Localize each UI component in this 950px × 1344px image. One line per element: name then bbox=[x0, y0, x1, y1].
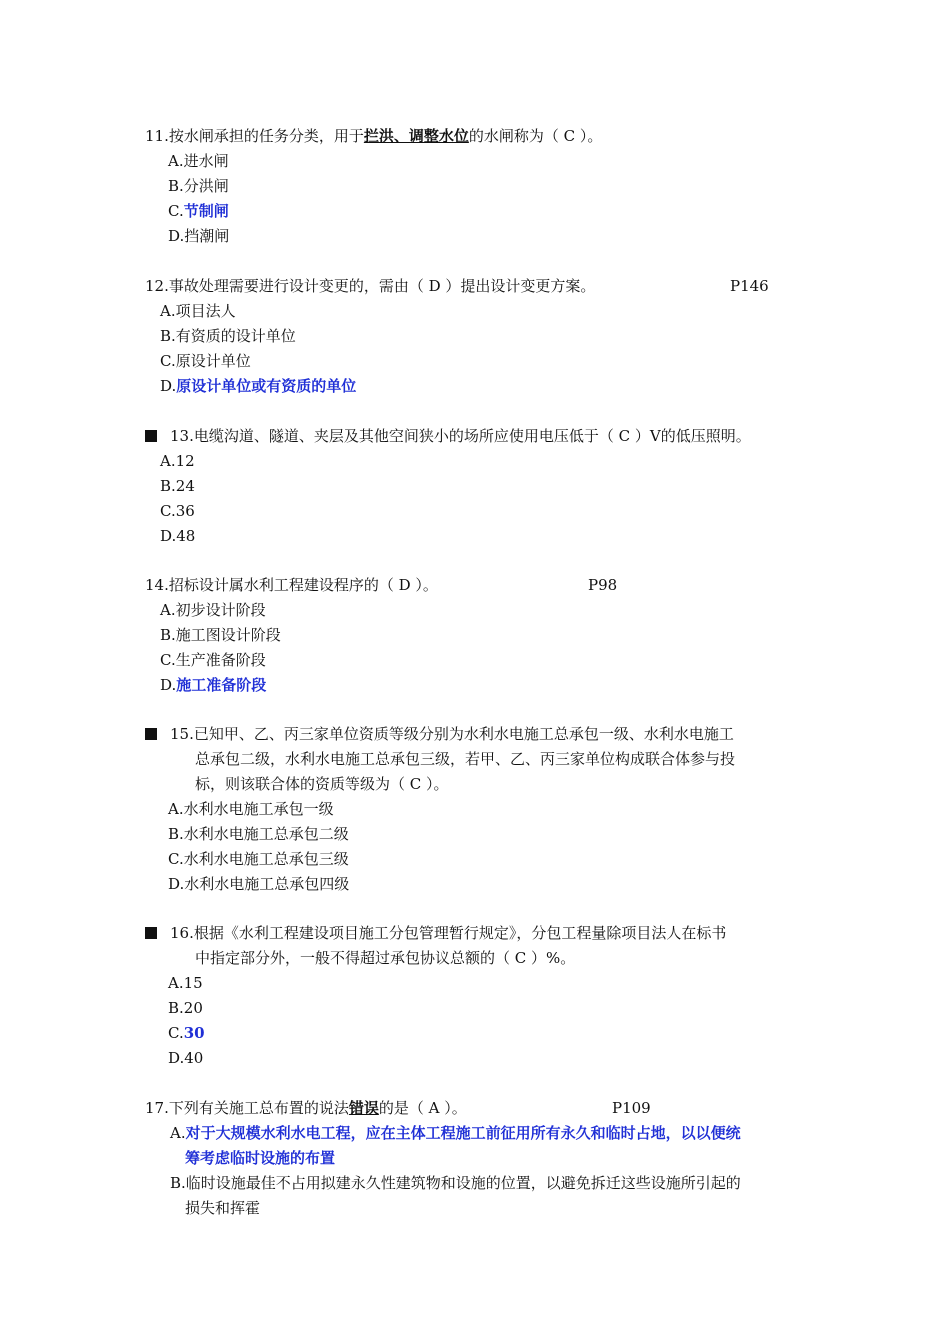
question-17-option-b-line-1: B.临时设施最佳不占用拟建永久性建筑物和设施的位置，以避免拆迁这些设施所引起的 bbox=[170, 1174, 741, 1192]
question-15-marker bbox=[145, 728, 157, 740]
question-11-option-c bbox=[168, 199, 229, 224]
question-14-page-ref: P98 bbox=[588, 576, 618, 594]
question-17-page-ref: P109 bbox=[612, 1099, 651, 1117]
question-12-answer-text: 原设计单位或有资质的单位 bbox=[176, 377, 357, 395]
question-11-stem bbox=[145, 124, 602, 149]
question-13-option-c: C.36 bbox=[160, 502, 195, 520]
question-15-option-d: D.水利水电施工总承包四级 bbox=[168, 875, 350, 893]
question-11-option-d: D.挡潮闸 bbox=[168, 227, 230, 245]
question-15-option-c: C.水利水电施工总承包三级 bbox=[168, 850, 349, 868]
question-11-emphasis: 拦洪、调整水位 bbox=[363, 127, 469, 145]
question-12-option-a: A.项目法人 bbox=[160, 302, 236, 320]
question-16-option-b: B.20 bbox=[168, 999, 203, 1017]
question-16-option-a: A.15 bbox=[168, 974, 203, 992]
question-12-option-d-prefix: D. bbox=[160, 377, 177, 395]
question-17-stem bbox=[145, 1096, 467, 1121]
question-13-option-a: A.12 bbox=[160, 452, 195, 470]
question-15-stem-line-1: 15.已知甲、乙、丙三家单位资质等级分别为水利水电施工总承包一级、水利水电施工 bbox=[170, 725, 734, 743]
question-17-answer-text-1: 对于大规模水利水电工程，应在主体工程施工前征用所有永久和临时占地，以以便统 bbox=[185, 1124, 741, 1142]
question-16-stem-line-1: 16.根据《水利工程建设项目施工分包管理暂行规定》，分包工程量除项目法人在标书 bbox=[170, 924, 727, 942]
question-13-option-b: B.24 bbox=[160, 477, 195, 495]
question-16-answer-text: 30 bbox=[183, 1024, 205, 1042]
question-12-option-d bbox=[160, 374, 356, 399]
question-14-option-d-prefix: D. bbox=[160, 676, 177, 694]
question-17-stem-post: 的是（ A ）。 bbox=[378, 1099, 467, 1117]
question-11-answer-text: 节制闸 bbox=[183, 202, 229, 220]
question-11-stem-post: 的水闸称为（ C ）。 bbox=[468, 127, 603, 145]
question-16-marker bbox=[145, 927, 157, 939]
question-12-page-ref: P146 bbox=[730, 277, 769, 295]
question-16-option-d: D.40 bbox=[168, 1049, 204, 1067]
question-12-option-b: B.有资质的设计单位 bbox=[160, 327, 296, 345]
question-11-option-b: B.分洪闸 bbox=[168, 177, 229, 195]
question-17-emphasis: 错误 bbox=[348, 1099, 379, 1117]
question-11-option-c-prefix: C. bbox=[168, 202, 184, 220]
question-15-option-b: B.水利水电施工总承包二级 bbox=[168, 825, 349, 843]
question-14-option-c: C.生产准备阶段 bbox=[160, 651, 266, 669]
question-16-option-c bbox=[168, 1021, 205, 1046]
question-14-option-b: B.施工图设计阶段 bbox=[160, 626, 281, 644]
question-16-option-c-prefix: C. bbox=[168, 1024, 184, 1042]
question-13-option-d: D.48 bbox=[160, 527, 196, 545]
question-13-stem: 13.电缆沟道、隧道、夹层及其他空间狭小的场所应使用电压低于（ C ）V的低压照明。 bbox=[170, 427, 751, 445]
question-13-marker bbox=[145, 430, 157, 442]
question-17-answer-text-2: 筹考虑临时设施的布置 bbox=[185, 1149, 336, 1167]
question-17-option-a-line-1 bbox=[170, 1121, 741, 1146]
question-14-stem: 14.招标设计属水利工程建设程序的（ D ）。 bbox=[145, 576, 438, 594]
question-14-option-d bbox=[160, 673, 266, 698]
question-17-option-a-prefix: A. bbox=[170, 1124, 186, 1142]
question-11-option-a: A.进水闸 bbox=[168, 152, 229, 170]
question-14-answer-text: 施工准备阶段 bbox=[176, 676, 267, 694]
question-17-stem-pre: 17.下列有关施工总布置的说法 bbox=[145, 1099, 349, 1117]
question-15-stem-line-3: 标，则该联合体的资质等级为（ C ）。 bbox=[195, 775, 449, 793]
question-15-stem-line-2: 总承包二级，水利水电施工总承包三级，若甲、乙、丙三家单位构成联合体参与投 bbox=[195, 750, 736, 768]
question-11-stem-pre: 11.按水闸承担的任务分类，用于 bbox=[145, 127, 364, 145]
question-15-option-a: A.水利水电施工承包一级 bbox=[168, 800, 334, 818]
question-12-option-c: C.原设计单位 bbox=[160, 352, 251, 370]
question-12-stem: 12.事故处理需要进行设计变更的，需由（ D ）提出设计变更方案。 bbox=[145, 277, 596, 295]
question-17-option-b-line-2: 损失和挥霍 bbox=[185, 1199, 261, 1217]
question-16-stem-line-2: 中指定部分外，一般不得超过承包协议总额的（ C ）%。 bbox=[195, 949, 576, 967]
question-14-option-a: A.初步设计阶段 bbox=[160, 601, 266, 619]
